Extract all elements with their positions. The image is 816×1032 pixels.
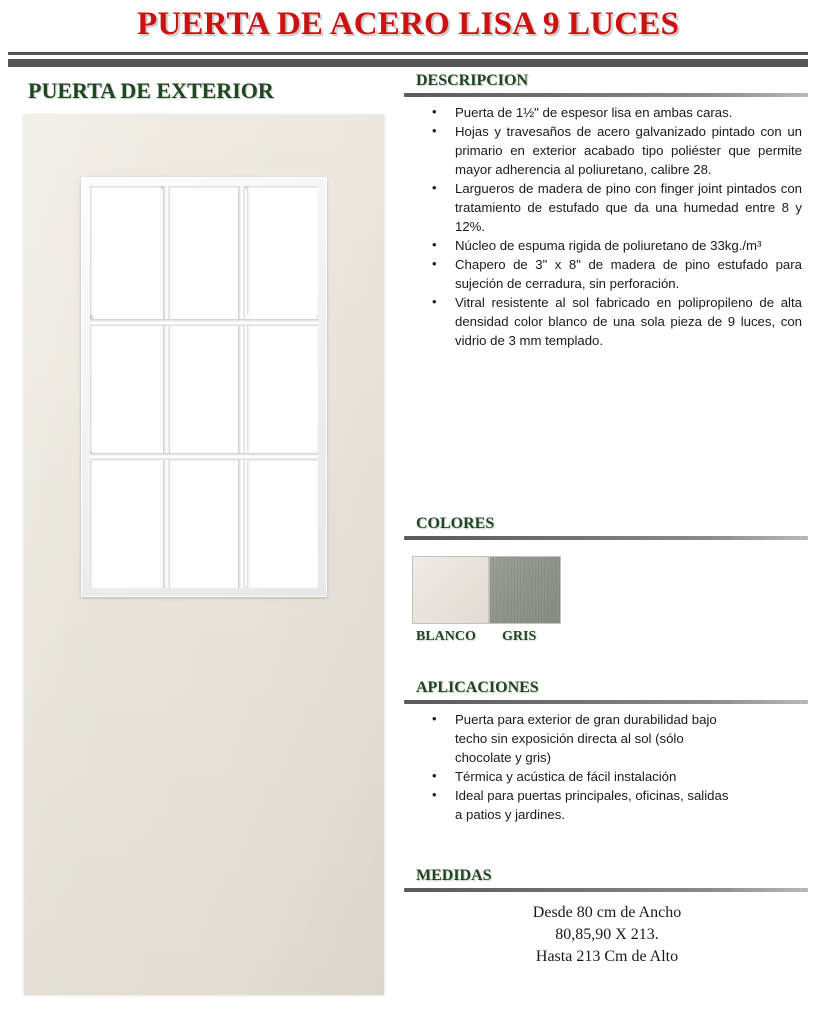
section-colores xyxy=(398,515,816,645)
color-swatch-row xyxy=(412,556,816,624)
medidas-text xyxy=(418,902,796,968)
left-column xyxy=(0,72,396,1032)
glass-pane xyxy=(247,459,318,588)
glass-pane xyxy=(168,186,239,315)
descripcion-list xyxy=(428,103,802,350)
medidas-heading: MEDIDAS xyxy=(416,867,492,884)
color-swatch-gris xyxy=(489,556,561,624)
page-title: PUERTA DE ACERO LISA 9 LUCES xyxy=(136,6,680,42)
list-item: • Largueros de madera de pino con finger joint pintados con tratamiento de estufado que da una humedad entre 8 y 12%. xyxy=(428,179,802,236)
list-item: • Chapero de 3" x 8" de madera de pino estufado para sujeción de cerradura, sin perforación. xyxy=(428,255,802,293)
medidas-line: Desde 80 cm de Ancho xyxy=(532,904,682,921)
list-item: • Núcleo de espuma rigida de poliuretano de 33kg./m³ xyxy=(428,236,802,255)
section-medidas xyxy=(398,867,816,964)
list-item: • Térmica y acústica de fácil instalación xyxy=(428,767,736,786)
descripcion-heading: DESCRIPCION xyxy=(416,72,529,89)
mullion-vertical xyxy=(163,186,170,588)
right-column xyxy=(398,72,816,1032)
header-rule-thick xyxy=(8,59,808,67)
aplicaciones-divider xyxy=(404,700,808,704)
header-rule-thin xyxy=(8,52,808,55)
list-item: • Puerta para exterior de gran durabilidad bajo techo sin exposición directa al sol (sólo chocolate y gris) xyxy=(428,710,736,767)
glass-pane xyxy=(247,186,318,315)
list-item: • Hojas y travesaños de acero galvanizado pintado con un primario en exterior acabado tipo poliéster que permite mayor adherencia al poliuretano, calibre 28. xyxy=(428,122,802,179)
colores-heading: COLORES xyxy=(416,515,495,532)
section-descripcion xyxy=(398,72,816,350)
glass-pane xyxy=(90,459,161,588)
medidas-line: 80,85,90 X 213. xyxy=(555,926,659,943)
door-window-glass-grid xyxy=(90,186,318,588)
door-product-image xyxy=(24,115,384,995)
list-item: • Vitral resistente al sol fabricado en polipropileno de alta densidad color blanco de una sola pieza de 9 luces, con vidrio de 3 mm templado. xyxy=(428,293,802,350)
colores-divider xyxy=(404,536,808,540)
color-label-gris: GRIS xyxy=(502,629,537,644)
aplicaciones-list xyxy=(428,710,736,824)
list-item: • Puerta de 1½" de espesor lisa en ambas caras. xyxy=(428,103,802,122)
exterior-heading: PUERTA DE EXTERIOR xyxy=(28,78,274,103)
medidas-line: Hasta 213 Cm de Alto xyxy=(535,948,679,965)
door-window-frame xyxy=(81,177,327,597)
mullion-horizontal xyxy=(90,319,318,326)
glass-pane xyxy=(168,459,239,588)
color-swatch-labels xyxy=(416,629,816,645)
medidas-divider xyxy=(404,888,808,892)
glass-pane xyxy=(247,322,318,451)
mullion-vertical xyxy=(238,186,245,588)
glass-pane xyxy=(168,322,239,451)
color-label-blanco: BLANCO xyxy=(416,629,476,644)
glass-pane xyxy=(90,322,161,451)
list-item: • Ideal para puertas principales, oficinas, salidas a patios y jardines. xyxy=(428,786,736,824)
aplicaciones-heading: APLICACIONES xyxy=(416,679,539,696)
glass-pane xyxy=(90,186,161,315)
color-swatch-blanco xyxy=(412,556,489,624)
mullion-horizontal xyxy=(90,453,318,460)
descripcion-divider xyxy=(404,93,808,97)
section-aplicaciones xyxy=(398,679,816,824)
